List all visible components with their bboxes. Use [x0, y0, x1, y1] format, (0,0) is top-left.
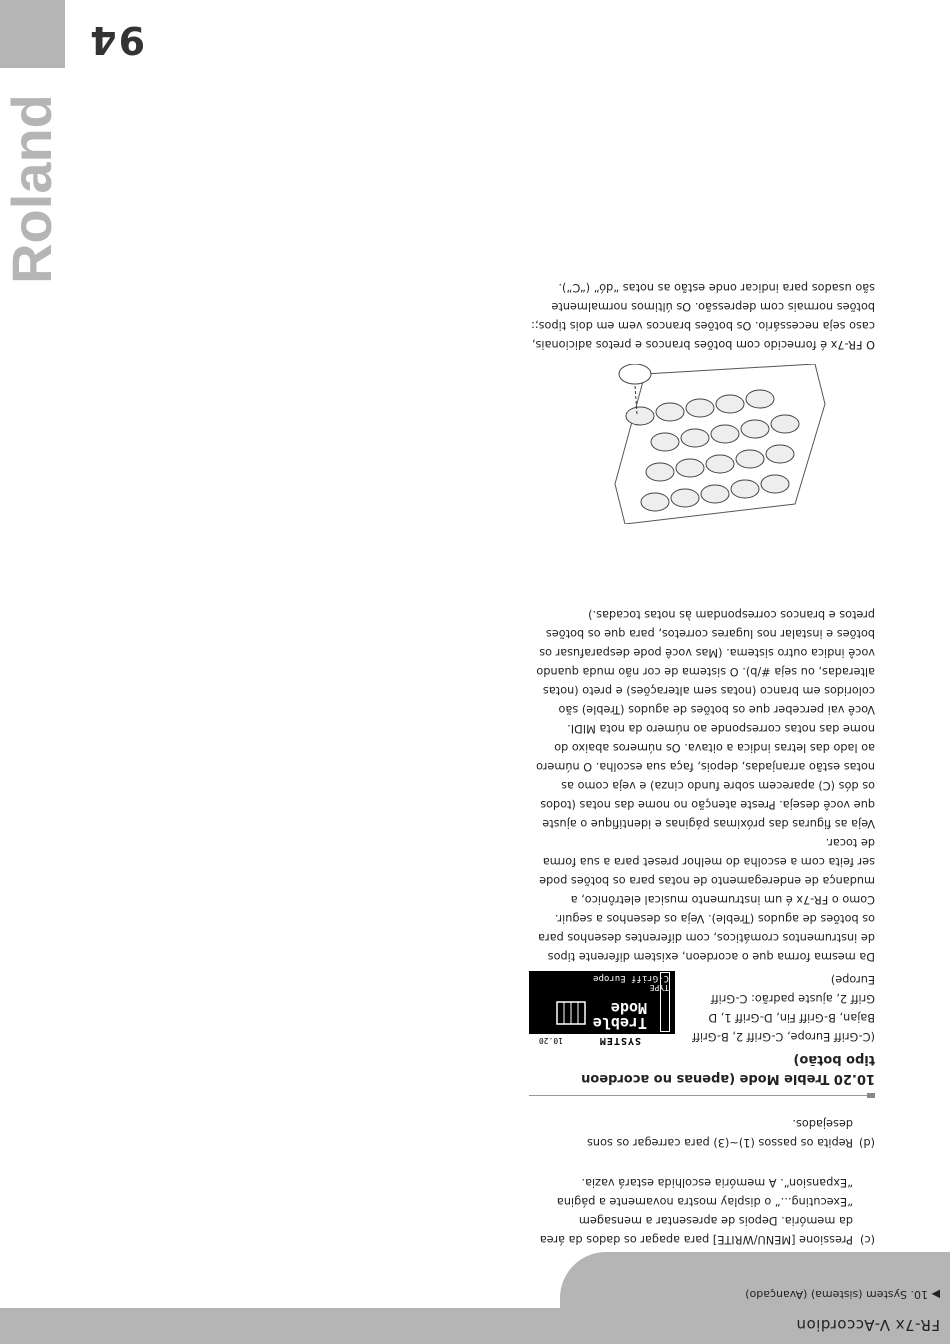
logo-box: [2, 94, 62, 284]
lcd-type-label: TYPE: [649, 983, 669, 992]
options-text: (C-Griff Europe, C-Griff 2, B-Griff Bajan, B-Griff Fin, D-Griff 1, D Griff 2, ajuste padrão: C-Griff Europe): [692, 973, 875, 1043]
step-d: [515, 1108, 875, 1152]
page-tab: [0, 0, 65, 68]
step-d-text: Repita os passos (1)~(3) para carregar os sons desejados.: [587, 1117, 853, 1149]
lcd-system-label: SYSTEM: [598, 1035, 641, 1046]
paragraph-2: Como o FR-7x é um instrumento musical eletrônico, a mudança de enderegamento de notas para os botões pode ser feita com a escolha do melhor preset para a sua forma de tocar.: [539, 836, 875, 906]
lcd-type-value: C-Griff Europe: [593, 973, 669, 983]
footer-breadcrumb: ▶ 10. System (sistema) (Avançado): [745, 1288, 940, 1301]
section-body: [530, 605, 875, 966]
paragraph-1: Da mesma forma que o acordeon, existem diferente tipos de instrumentos cromáticos, com diferentes desenhos para os botões de agudos (Treble). Veja os desenhos a seguir.: [538, 912, 875, 963]
page-number: 94: [88, 18, 145, 62]
footer-title: FR-7x V-Accordion: [796, 1316, 940, 1334]
roland-logo: Roland: [0, 94, 63, 284]
step-c: [515, 1149, 875, 1249]
lcd-mode-line1: Treble: [592, 1014, 647, 1032]
step-d-number: (d): [859, 1136, 875, 1149]
section-divider: [529, 1095, 875, 1096]
paragraph-5: O FR-7x é fornecido com botões brancos e pretos adicionais, caso seja necessário. Os botões brancos vem em dois tipos;: botões normais com depressão. Os últimos normalmente são usados para indicar onde estão as notas “dó” (“C”).: [531, 281, 875, 351]
divider-marker: [867, 1093, 875, 1098]
step-c-text: Pressione [MENU/WRITE] para apagar os dados da área da memória. Depois de apresentar a mensagem “Executing...” o display mostra novamente a página “Expansion”. A memória escolhida estará vazia.: [539, 1176, 853, 1246]
lcd-display: [529, 971, 675, 1046]
accordion-icon: [553, 998, 587, 1028]
lcd-code: 10.20: [538, 1036, 563, 1045]
paragraph-3: Veja as figuras das próximas páginas e identifique o ajuste que você deseja. Preste atenção no nome das notas (todos os dós (C) aparecem sobre fundo cinza) e veja como as notas estão arranjadas, depois, faça sua escolha. O número ao lado das letras indica a oitava. Os números abaixo do nome das notas corresponde ao número da nota MIDI.: [536, 722, 875, 830]
step-c-number: (c): [859, 1233, 875, 1246]
lcd-scrollbar: [660, 972, 670, 1032]
section-title: 10.20 Treble Mode (apenas no acordeon tipo botão): [581, 1052, 875, 1086]
paragraph-4: Você vai perceber que os botões de agudos (Treble) são coloridos em branco (notas sem alterações) e preto (notas alteradas, ou seja #/b). O sistema de cor não muda quando você indica outro sistema. (Mas você pode desparafusar os botões e instalar nos lugares corretos, para que os botões pretos e brancos correspondam às notas tocadas.): [536, 608, 875, 716]
lcd-mode-line2: Mode: [610, 999, 647, 1017]
footer-tab: [560, 1252, 950, 1344]
lcd-mode: [587, 1000, 647, 1030]
accordion-buttons-illustration: [610, 364, 835, 524]
lcd-header: [529, 1034, 675, 1046]
